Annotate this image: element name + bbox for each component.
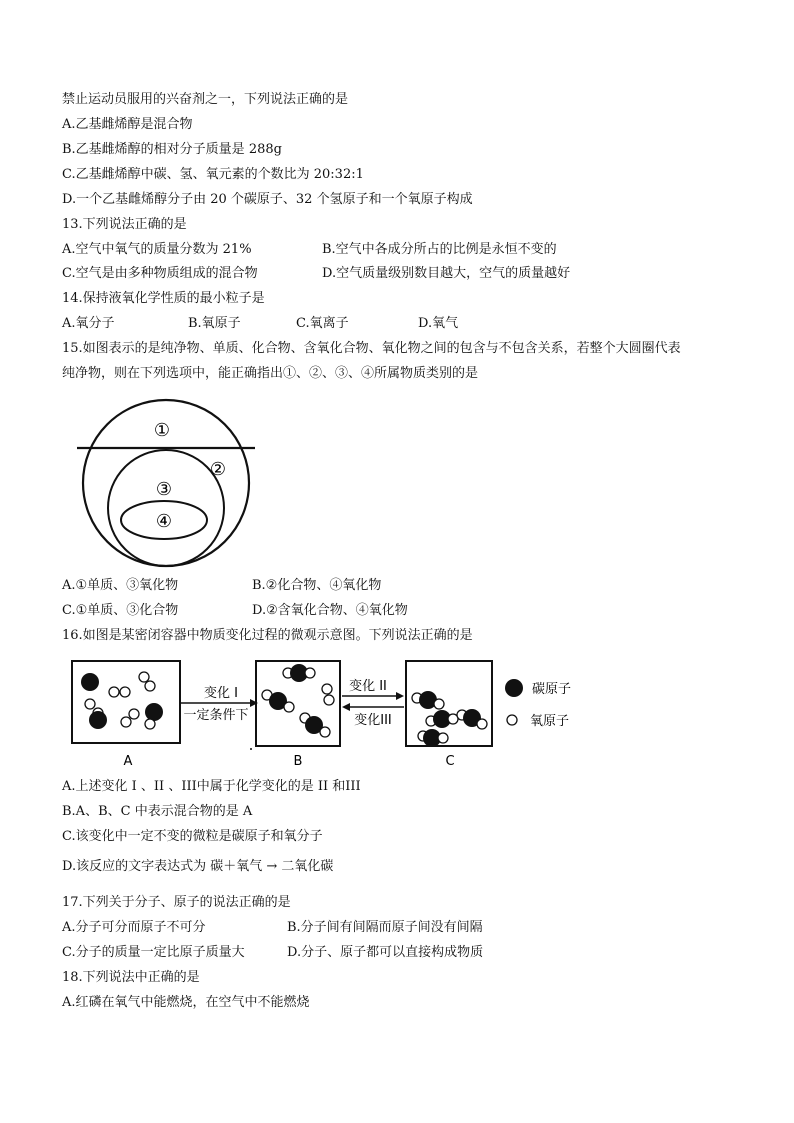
q13-option-c: C.空气是由多种物质组成的混合物	[62, 266, 258, 281]
oxygen-atom	[109, 687, 119, 697]
stray-dot	[250, 748, 252, 750]
label-region-2: ②	[209, 459, 227, 480]
carbon-atom	[81, 673, 99, 691]
legend-oxygen-label: 氧原子	[530, 714, 570, 729]
q16-stem: 16.如图是某密闭容器中物质变化过程的微观示意图。下列说法正确的是	[62, 628, 473, 643]
arrowhead-change-2	[396, 692, 404, 700]
q16-option-a: A.上述变化 I 、II 、III中属于化学变化的是 II 和III	[62, 779, 361, 794]
arrowhead-change-3	[342, 703, 350, 711]
q15-option-d: D.②含氧化合物、④氧化物	[252, 603, 408, 618]
q18-option-a: A.红磷在氧气中能燃烧，在空气中不能燃烧	[62, 995, 310, 1010]
q14-option-c: C.氧离子	[296, 316, 349, 331]
carbon-atom	[89, 711, 107, 729]
q17-option-a: A.分子可分而原子不可分	[62, 920, 206, 935]
q13-option-a: A.空气中氧气的质量分数为 21%	[62, 242, 252, 257]
oxygen-atom	[120, 687, 130, 697]
q15-option-c: C.①单质、③化合物	[62, 603, 179, 618]
q13-option-b: B.空气中各成分所占的比例是永恒不变的	[322, 242, 557, 257]
legend-oxygen-symbol	[507, 715, 517, 725]
box-a-label: A	[123, 754, 133, 769]
arrow1-label-bottom: 一定条件下	[183, 708, 249, 723]
oxygen-atom	[434, 699, 444, 709]
q14-option-a: A.氧分子	[62, 316, 115, 331]
legend-carbon-label: 碳原子	[532, 682, 572, 697]
oxygen-atom	[129, 709, 139, 719]
q14-option-d: D.氧气	[418, 316, 459, 331]
q15-stem-line1: 15.如图表示的是纯净物、单质、化合物、含氧化合物、氧化物之间的包含与不包含关系，若整个大圆圈代表	[62, 341, 681, 356]
q16-option-b: B.A、B、C 中表示混合物的是 A	[62, 804, 253, 819]
oxygen-atom	[284, 702, 294, 712]
q17-option-b: B.分子间有间隔而原子间没有间隔	[287, 920, 483, 935]
q17-option-c: C.分子的质量一定比原子质量大	[62, 945, 245, 960]
oxygen-atom	[145, 719, 155, 729]
label-region-1: ①	[153, 420, 171, 441]
q12-option-c: C.乙基雌烯醇中碳、氢、氧元素的个数比为 20:32:1	[62, 167, 364, 182]
box-b-label: B	[293, 754, 303, 769]
q14-option-b: B.氧原子	[188, 316, 241, 331]
oxygen-atom	[477, 719, 487, 729]
q15-option-b: B.②化合物、④氧化物	[252, 578, 382, 593]
oxygen-atom	[145, 681, 155, 691]
q16-option-c: C.该变化中一定不变的微粒是碳原子和氧分子	[62, 829, 323, 844]
box-c-particles	[412, 691, 487, 747]
oxygen-atom	[121, 717, 131, 727]
q16-option-d: D.该反应的文字表达式为 碳＋氧气 → 二氧化碳	[62, 859, 334, 874]
arrow1-label-top: 变化 I	[204, 686, 238, 701]
oxygen-atom	[320, 727, 330, 737]
q16-micro-diagram	[66, 652, 606, 770]
carbon-atom	[145, 703, 163, 721]
oxygen-atom	[322, 684, 332, 694]
q15-stem-line2: 纯净物，则在下列选项中，能正确指出①、②、③、④所属物质类别的是	[62, 366, 479, 381]
arrow2-label-top: 变化 II	[349, 679, 387, 694]
oxygen-atom	[305, 668, 315, 678]
legend-carbon-symbol	[505, 679, 523, 697]
oxygen-atom	[85, 699, 95, 709]
q18-stem: 18.下列说法中正确的是	[62, 970, 200, 985]
q12-option-a: A.乙基雌烯醇是混合物	[62, 117, 193, 132]
label-region-4: ④	[155, 511, 173, 532]
oxygen-atom	[139, 672, 149, 682]
label-region-3: ③	[155, 479, 173, 500]
q17-stem: 17.下列关于分子、原子的说法正确的是	[62, 895, 291, 910]
q13-stem: 13.下列说法正确的是	[62, 217, 187, 232]
box-b-particles	[262, 664, 334, 737]
q12-option-d: D.一个乙基雌烯醇分子由 20 个碳原子、32 个氢原子和一个氧原子构成	[62, 192, 473, 207]
q14-stem: 14.保持液氧化学性质的最小粒子是	[62, 291, 265, 306]
q17-option-d: D.分子、原子都可以直接构成物质	[287, 945, 484, 960]
box-a-particles	[81, 672, 163, 729]
middle-circle	[108, 450, 227, 566]
box-c-label: C	[445, 754, 455, 769]
oxygen-atom	[324, 695, 334, 705]
q13-option-d: D.空气质量级别数目越大，空气的质量越好	[322, 266, 571, 281]
q12-option-b: B.乙基雌烯醇的相对分子质量是 288g	[62, 142, 282, 157]
arrow3-label: 变化III	[354, 713, 392, 728]
oxygen-atom	[438, 733, 448, 743]
q15-venn-diagram	[66, 398, 266, 568]
q15-option-a: A.①单质、③氧化物	[62, 578, 179, 593]
q12-stem-tail: 禁止运动员服用的兴奋剂之一，下列说法正确的是	[62, 92, 349, 107]
